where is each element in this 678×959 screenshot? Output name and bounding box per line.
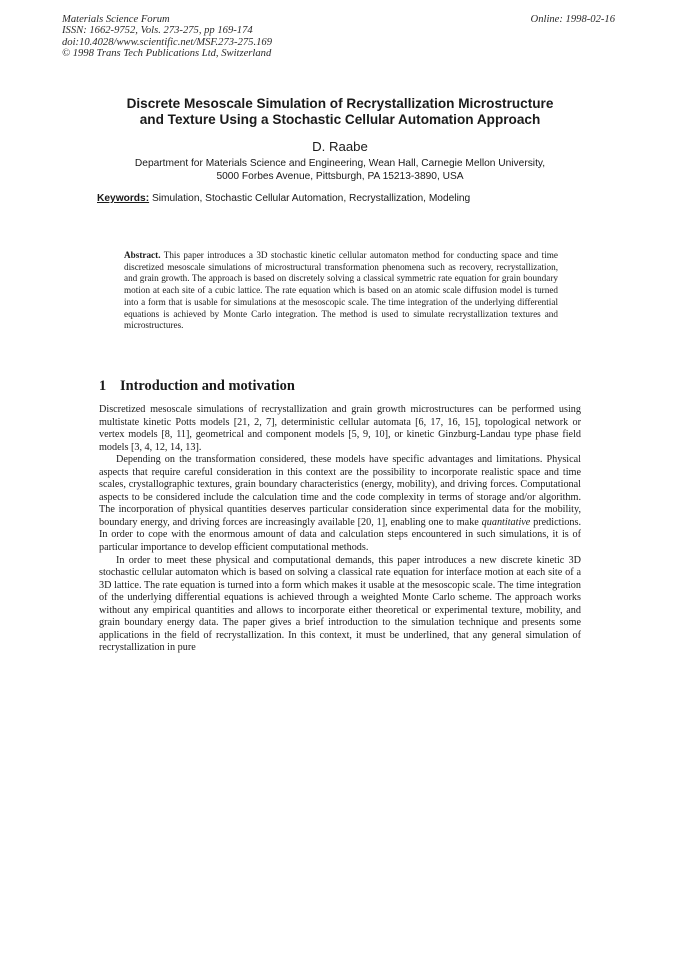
paragraph-1: Discretized mesoscale simulations of recrystallization and grain growth microstructures can be performed using multistate kinetic Potts models [21, 2, 7], deterministic cellular automata [6, 17, 16, 15], topological network or vertex models [8, 11], geometrical and component models [5, 9, 10], or kinetic Ginzburg-Landau type phase field models [3, 4, 12, 14, 13].	[99, 404, 581, 453]
keywords-label: Keywords:	[97, 193, 150, 204]
online-date: Online: 1998-02-16	[530, 14, 615, 25]
paragraph-2-part-2: predictions. In order to cope with the enormous amount of data and calculation steps encountered in such simulations, it is of particular importance to develop efficient computational methods.	[99, 516, 581, 554]
title-line-2: and Texture Using a Stochastic Cellular Automation Approach	[139, 112, 541, 127]
title-line-1: Discrete Mesoscale Simulation of Recrystallization Microstructure	[126, 96, 554, 111]
paragraph-2-part-1: Depending on the transformation considered, these models have specific advantages and limitations. Physical aspects that require careful consideration in this context are the possibility to incorporate realistic space and time scales, crystallographic textures, grain boundary characteristics (energy, mobility), and driving forces. Computational aspects to be considered include the calculation time and the code complexity in terms of storage and/or algorithm. The incorporation of physical quantities deserves particular consideration since experimental data for the mobility, boundary energy, and driving forces are increasingly available [20, 1], enabling one to make	[99, 454, 581, 528]
keywords	[97, 193, 587, 205]
section-title: Introduction and motivation	[120, 378, 295, 394]
body-text	[99, 404, 581, 655]
affiliation-line-1: Department for Materials Science and Engineering, Wean Hall, Carnegie Mellon University,	[134, 158, 546, 169]
issn-line: ISSN: 1662-9752, Vols. 273-275, pp 169-174	[62, 25, 253, 37]
section-heading	[99, 378, 579, 395]
journal-name: Materials Science Forum	[62, 14, 170, 25]
paragraph-3: In order to meet these physical and computational demands, this paper introduces a new discrete kinetic 3D stochastic cellular automaton which is based on solving a classical rate equation for interface motion at each site of a 3D lattice. The rate equation is turned into a form which makes it usable at the mesoscopic scale. The time integration of the underlying differential equations is achieved through a weighted Monte Carlo scheme. The approach works without any empirical quantities and allows to incorporate either theoretical or experimental texture, mobility, and grain boundary energy data. The paper gives a brief introduction to the simulation technique and presents some applications in the field of recrystallization. In this context, it must be underlined, that any general simulation of recrystallization in pure	[99, 554, 581, 654]
copyright-line: © 1998 Trans Tech Publications Ltd, Switzerland	[62, 48, 272, 60]
paragraph-2-emphasis: quantitative	[481, 516, 531, 528]
section-number: 1	[99, 378, 107, 394]
author-name: D. Raabe	[312, 139, 368, 154]
abstract-text: This paper introduces a 3D stochastic kinetic cellular automaton method for conducting space and time discretized mesoscale simulations of microstructural transformation phenomena such as recovery, recrystallization, and grain growth. The approach is based on discretely solving a classical symmetric rate equation for grain boundary motion at each site of a cubic lattice. The rate equation which is based on an atomic scale diffusion model is turned into a form that is usable for simulations at the mesoscopic scale. The time integration of the underlying differential equations is achieved by Monte Carlo integration. The method is used to simulate recrystallization textures and microstructures.	[124, 250, 558, 331]
abstract-label: Abstract.	[124, 250, 161, 260]
abstract	[124, 250, 558, 332]
keywords-text: Simulation, Stochastic Cellular Automation, Recrystallization, Modeling	[151, 193, 471, 204]
paper-title	[90, 96, 590, 128]
doi-line[interactable]: doi:10.4028/www.scientific.net/MSF.273-275.169	[62, 36, 272, 48]
affiliation	[80, 158, 600, 183]
paragraph-2	[99, 454, 581, 554]
affiliation-line-2: 5000 Forbes Avenue, Pittsburgh, PA 15213-3890, USA	[216, 170, 464, 182]
journal-header	[62, 14, 392, 60]
